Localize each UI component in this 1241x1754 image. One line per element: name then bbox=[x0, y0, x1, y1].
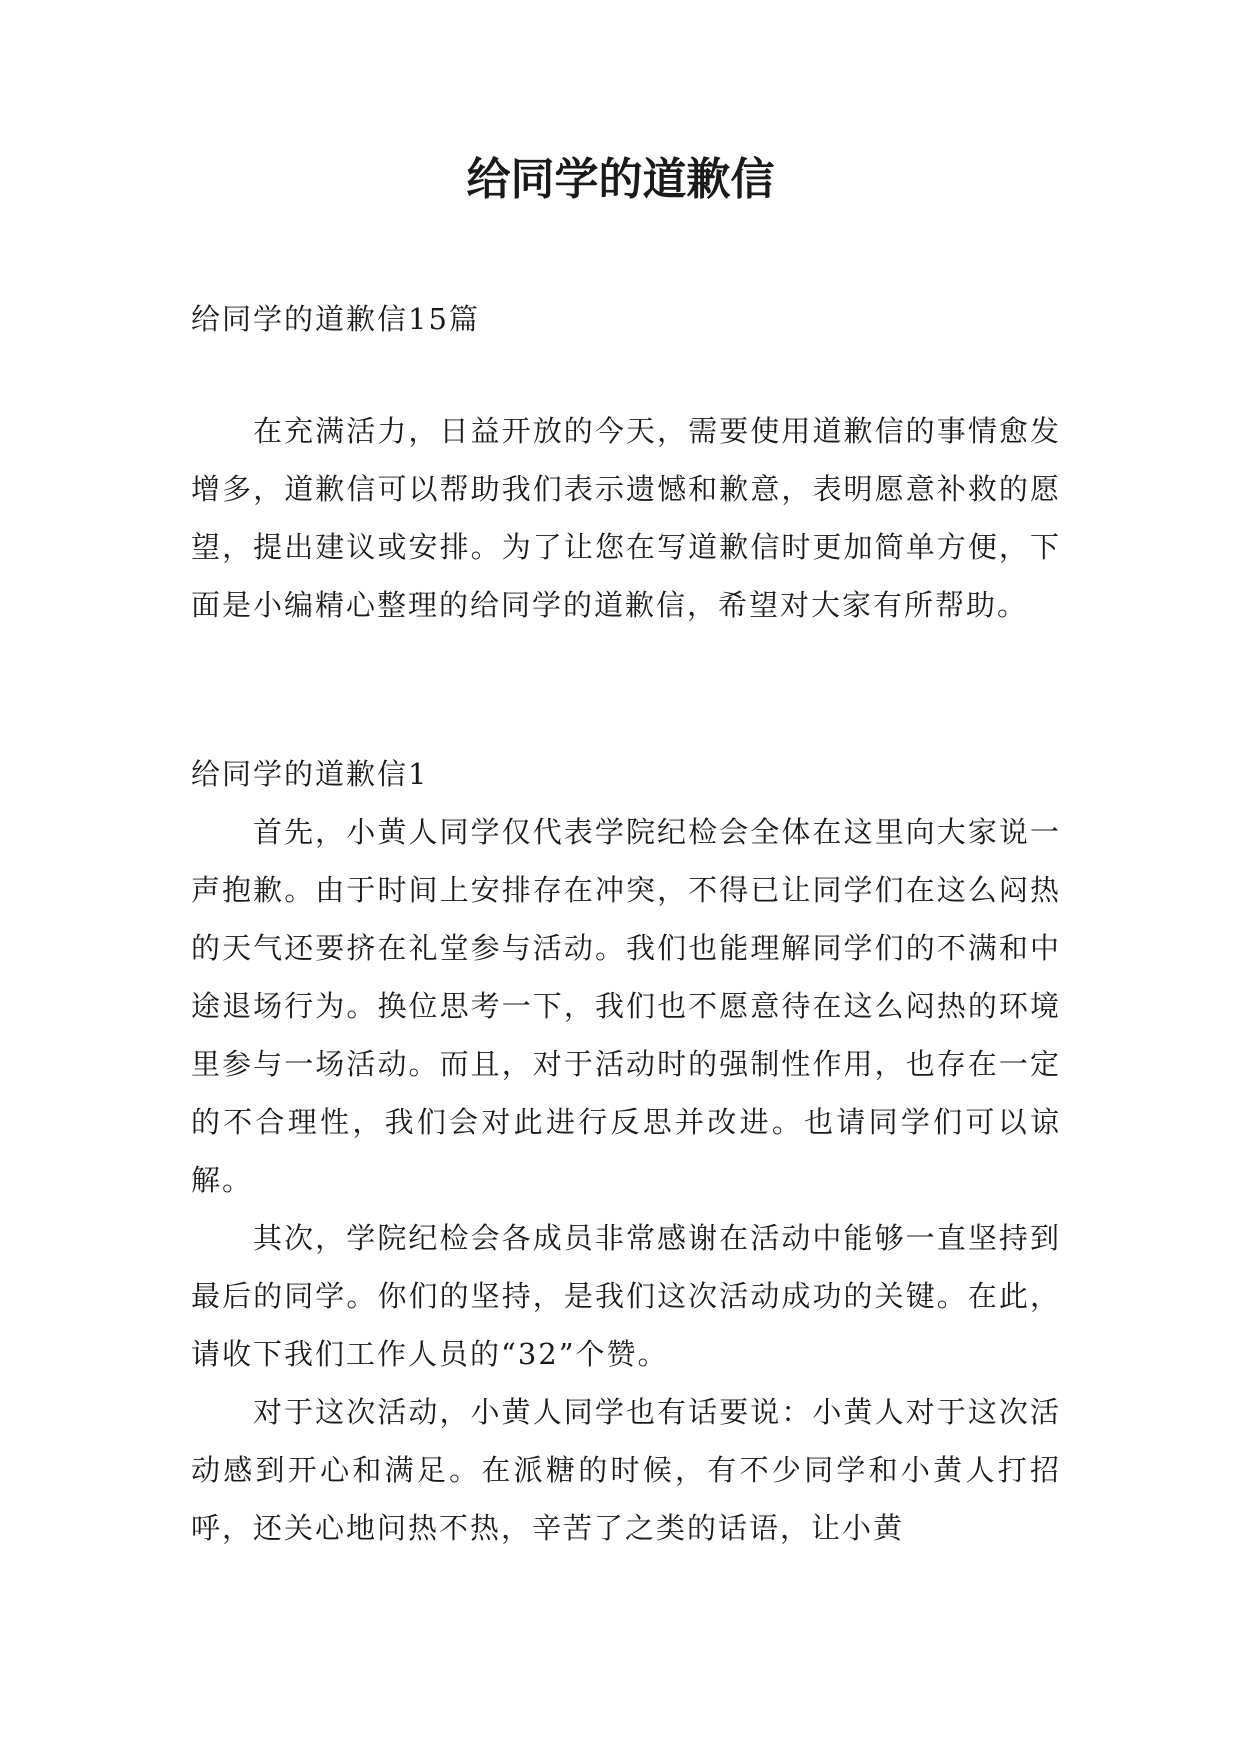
body-paragraph: 对于这次活动，小黄人同学也有话要说：小黄人对于这次活动感到开心和满足。在派糖的时候，有不少同学和小黄人打招呼，还关心地问热不热，辛苦了之类的话语，让小黄 bbox=[191, 1395, 1061, 1545]
document-subtitle: 给同学的道歉信15篇 bbox=[191, 302, 480, 336]
section-body bbox=[191, 803, 1061, 1557]
document-title: 给同学的道歉信 bbox=[466, 154, 775, 205]
intro-paragraph: 在充满活力，日益开放的今天，需要使用道歉信的事情愈发增多，道歉信可以帮助我们表示遗憾和歉意，表明愿意补救的愿望，提出建议或安排。为了让您在写道歉信时更加简单方便，下面是小编精心整理的给同学的道歉信，希望对大家有所帮助。 bbox=[191, 414, 1061, 622]
section-heading: 给同学的道歉信1 bbox=[191, 757, 429, 791]
body-paragraph: 首先，小黄人同学仅代表学院纪检会全体在这里向大家说一声抱歉。由于时间上安排存在冲突，不得已让同学们在这么闷热的天气还要挤在礼堂参与活动。我们也能理解同学们的不满和中途退场行为。换位思考一下，我们也不愿意待在这么闷热的环境里参与一场活动。而且，对于活动时的强制性作用，也存在一定的不合理性，我们会对此进行反思并改进。也请同学们可以谅解。 bbox=[191, 815, 1061, 1197]
body-paragraph: 其次，学院纪检会各成员非常感谢在活动中能够一直坚持到最后的同学。你们的坚持，是我们这次活动成功的关键。在此，请收下我们工作人员的“32”个赞。 bbox=[191, 1221, 1061, 1371]
